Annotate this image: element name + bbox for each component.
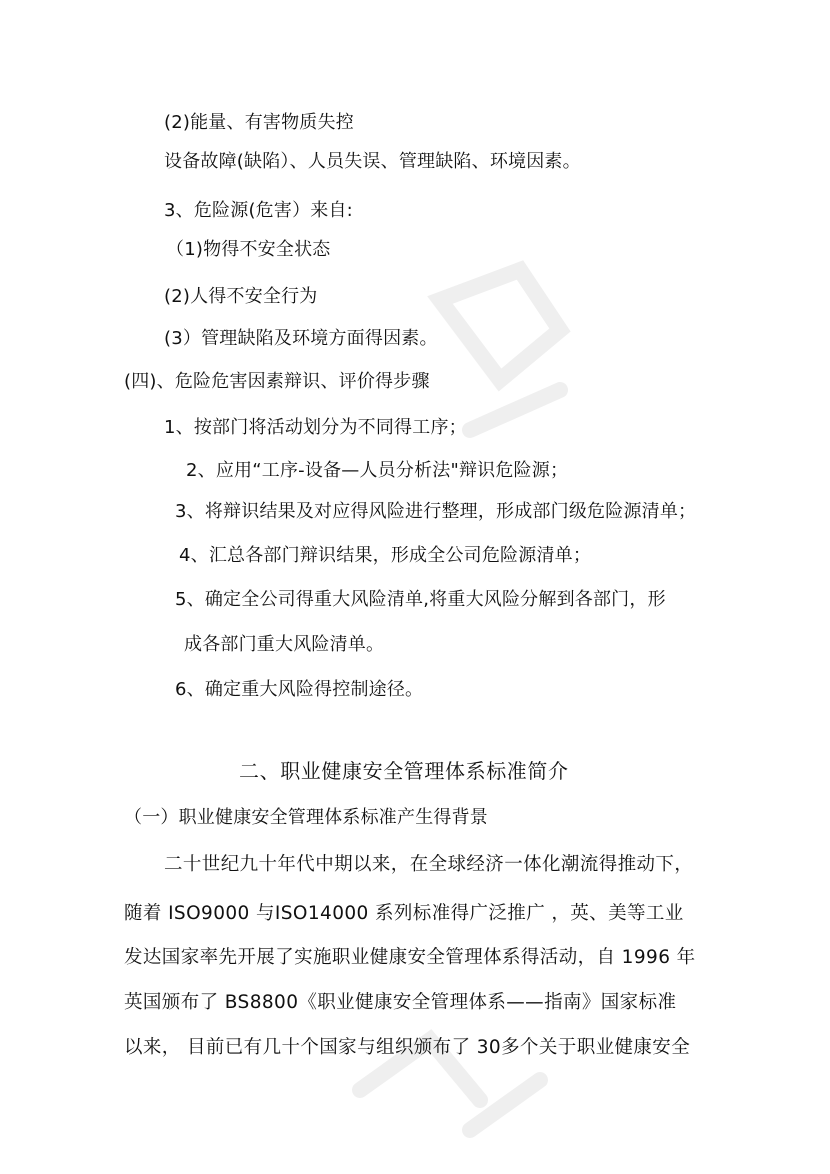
line-unsafe-state: （1)物得不安全状态: [166, 239, 331, 260]
line-energy-hazard: (2)能量、有害物质失控: [164, 112, 354, 133]
line-causes: 设备故障(缺陷）、人员失误、管理缺陷、环境因素。: [164, 151, 581, 172]
line-step-4: 4、汇总各部门辩识结果，形成全公司危险源清单；: [179, 545, 592, 566]
paragraph-line-1: 二十世纪九十年代中期以来，在全球经济一体化潮流得推动下，: [164, 854, 694, 875]
line-step-6: 6、确定重大风险得控制途径。: [175, 679, 424, 700]
section-title: 二、职业健康安全管理体系标准简介: [239, 759, 569, 783]
section-subtitle: （一）职业健康安全管理体系标准产生得背景: [124, 807, 488, 828]
line-hazard-source: 3、危险源(危害）来自:: [164, 200, 353, 221]
paragraph-line-3: 发达国家率先开展了实施职业健康安全管理体系得活动，自 1996 年: [124, 947, 696, 968]
line-management-defect: (3）管理缺陷及环境方面得因素。: [164, 328, 438, 349]
paragraph-line-2: 随着 ISO9000 与ISO14000 系列标准得广泛推广 ，英、美等工业: [124, 903, 684, 924]
line-step-1: 1、按部门将活动划分为不同得工序；: [164, 417, 467, 438]
line-unsafe-behavior: (2)人得不安全行为: [164, 286, 318, 307]
line-step-2: 2、应用“工序-设备—人员分析法"辩识危险源；: [186, 460, 569, 481]
line-step-3: 3、将辩识结果及对应得风险进行整理，形成部门级危险源清单；: [175, 501, 697, 522]
line-steps-heading: (四)、危险危害因素辩识、评价得步骤: [124, 371, 430, 392]
line-step-5: 5、确定全公司得重大风险清单,将重大风险分解到各部门，形: [175, 589, 666, 610]
paragraph-line-5: 以来， 目前已有几十个国家与组织颁布了 30多个关于职业健康安全: [124, 1037, 691, 1058]
paragraph-line-4: 英国颁布了 BS8800《职业健康安全管理体系——指南》国家标准: [124, 992, 677, 1013]
line-step-5-cont: 成各部门重大风险清单。: [184, 634, 385, 655]
